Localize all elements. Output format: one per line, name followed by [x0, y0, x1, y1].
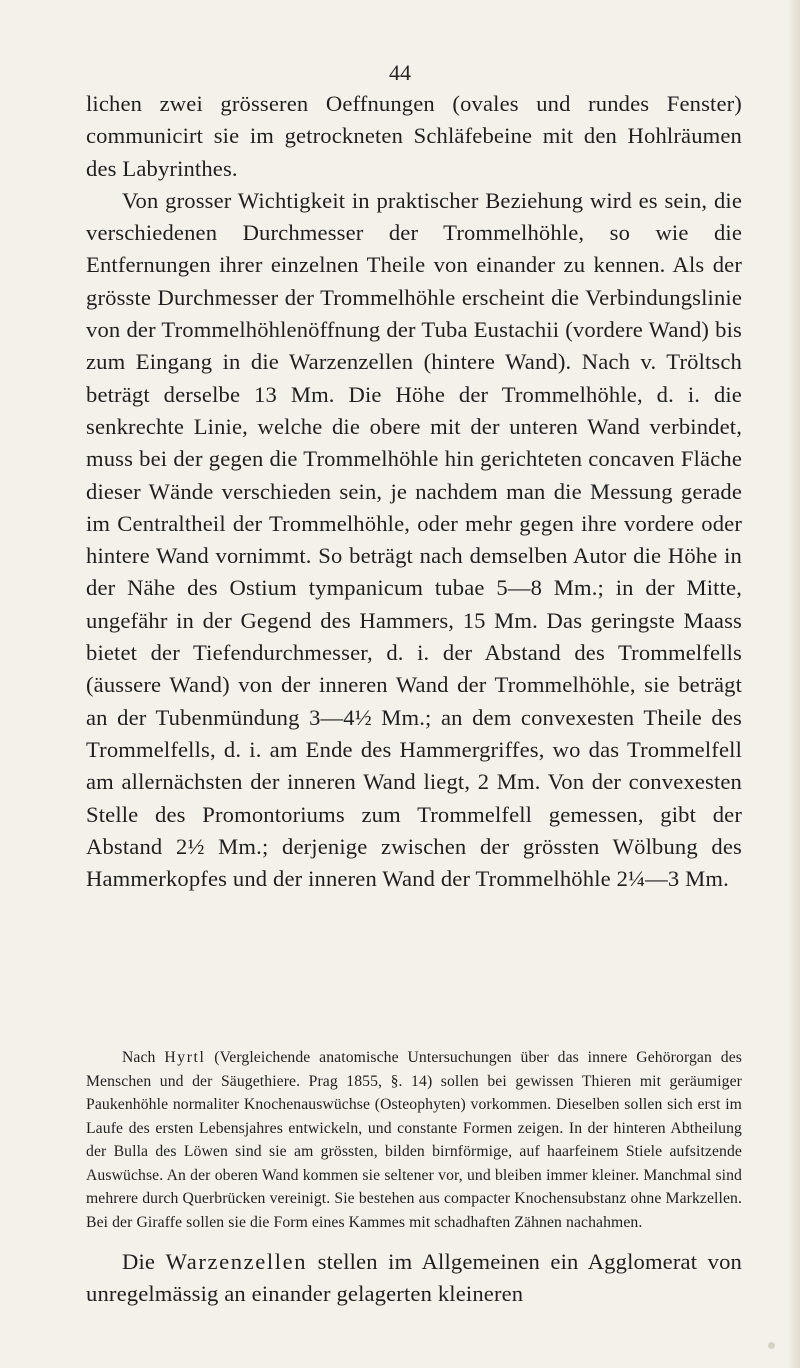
page-number: 44 [389, 60, 411, 85]
paragraph-continuation: lichen zwei grösseren Oeffnungen (ovales und rundes Fenster) communicirt sie im getrockneten Schläfebeine mit den Hohlräumen des Labyrinthes. [86, 91, 742, 181]
closing-term: Warzenzellen [165, 1249, 308, 1274]
footnote [86, 1046, 742, 1234]
footnote-prefix: Nach [122, 1049, 156, 1066]
footnote-text: (Vergleichende anatomische Untersuchungen über das innere Gehörorgan des Menschen und der Säugethiere. Prag 1855, §. 14) sollen bei gewissen Thieren mit geräumiger Paukenhöhle normaliter Knochenauswüchse (Osteophyten) vorkommen. Dieselben sollen sich erst im Laufe des ersten Lebensjahres entwickeln, und constante Formen zeigen. In der hinteren Abtheilung der Bulla des Löwen sind sie am grössten, bilden birnförmige, auf haarfeinem Stiele aufsitzende Auswüchse. An der oberen Wand kommen sie seltener vor, und bleiben immer kleiner. Manchmal sind mehrere durch Querbrücken vereinigt. Sie bestehen aus compacter Knochensubstanz ohne Markzellen. Bei der Giraffe sollen sie die Form eines Kammes mit schadhaften Zähnen nachahmen. [86, 1049, 742, 1231]
closing-lead: Die [122, 1249, 156, 1274]
main-text [86, 88, 742, 895]
closing-body: stellen im Allgemeinen ein Agglomerat von unregelmässig an einander gelagerten kleineren [86, 1249, 742, 1307]
paper-speck [768, 1342, 775, 1349]
footnote-paragraph [86, 1046, 742, 1234]
footnote-author: Hyrtl [164, 1049, 206, 1066]
closing-paragraph [86, 1246, 742, 1311]
closing-text [86, 1246, 742, 1311]
page-edge-shadow [788, 0, 800, 1368]
paragraph-dimensions: Von grosser Wichtigkeit in praktischer Beziehung wird es sein, die verschiedenen Durchmesser der Trommelhöhle, so wie die Entfernungen ihrer einzelnen Theile von einander zu kennen. Als der grösste Durchmesser der Trommelhöhle erscheint die Verbindungslinie von der Trommelhöhlenöffnung der Tuba Eustachii (vordere Wand) bis zum Eingang in die Warzenzellen (hintere Wand). Nach v. Tröltsch beträgt derselbe 13 Mm. Die Höhe der Trommelhöhle, d. i. die senkrechte Linie, welche die obere mit der unteren Wand verbindet, muss bei der gegen die Trommelhöhle hin gerichteten concaven Fläche dieser Wände verschieden sein, je nachdem man die Messung gerade im Centraltheil der Trommelhöhle, oder mehr gegen ihre vordere oder hintere Wand vornimmt. So beträgt nach demselben Autor die Höhe in der Nähe des Ostium tympanicum tubae 5—8 Mm.; in der Mitte, ungefähr in der Gegend des Hammers, 15 Mm. Das geringste Maass bietet der Tiefendurchmesser, d. i. der Abstand des Trommelfells (äussere Wand) von der inneren Wand der Trommelhöhle, sie beträgt an der Tubenmündung 3—4½ Mm.; an dem convexesten Theile des Trommelfells, d. i. am Ende des Hammergriffes, wo das Trommelfell am allernächsten der inneren Wand liegt, 2 Mm. Von der convexesten Stelle des Promontoriums zum Trommelfell gemessen, gibt der Abstand 2½ Mm.; derjenige zwischen der grössten Wölbung des Hammerkopfes und der inneren Wand der Trommelhöhle 2¼—3 Mm. [86, 187, 742, 892]
